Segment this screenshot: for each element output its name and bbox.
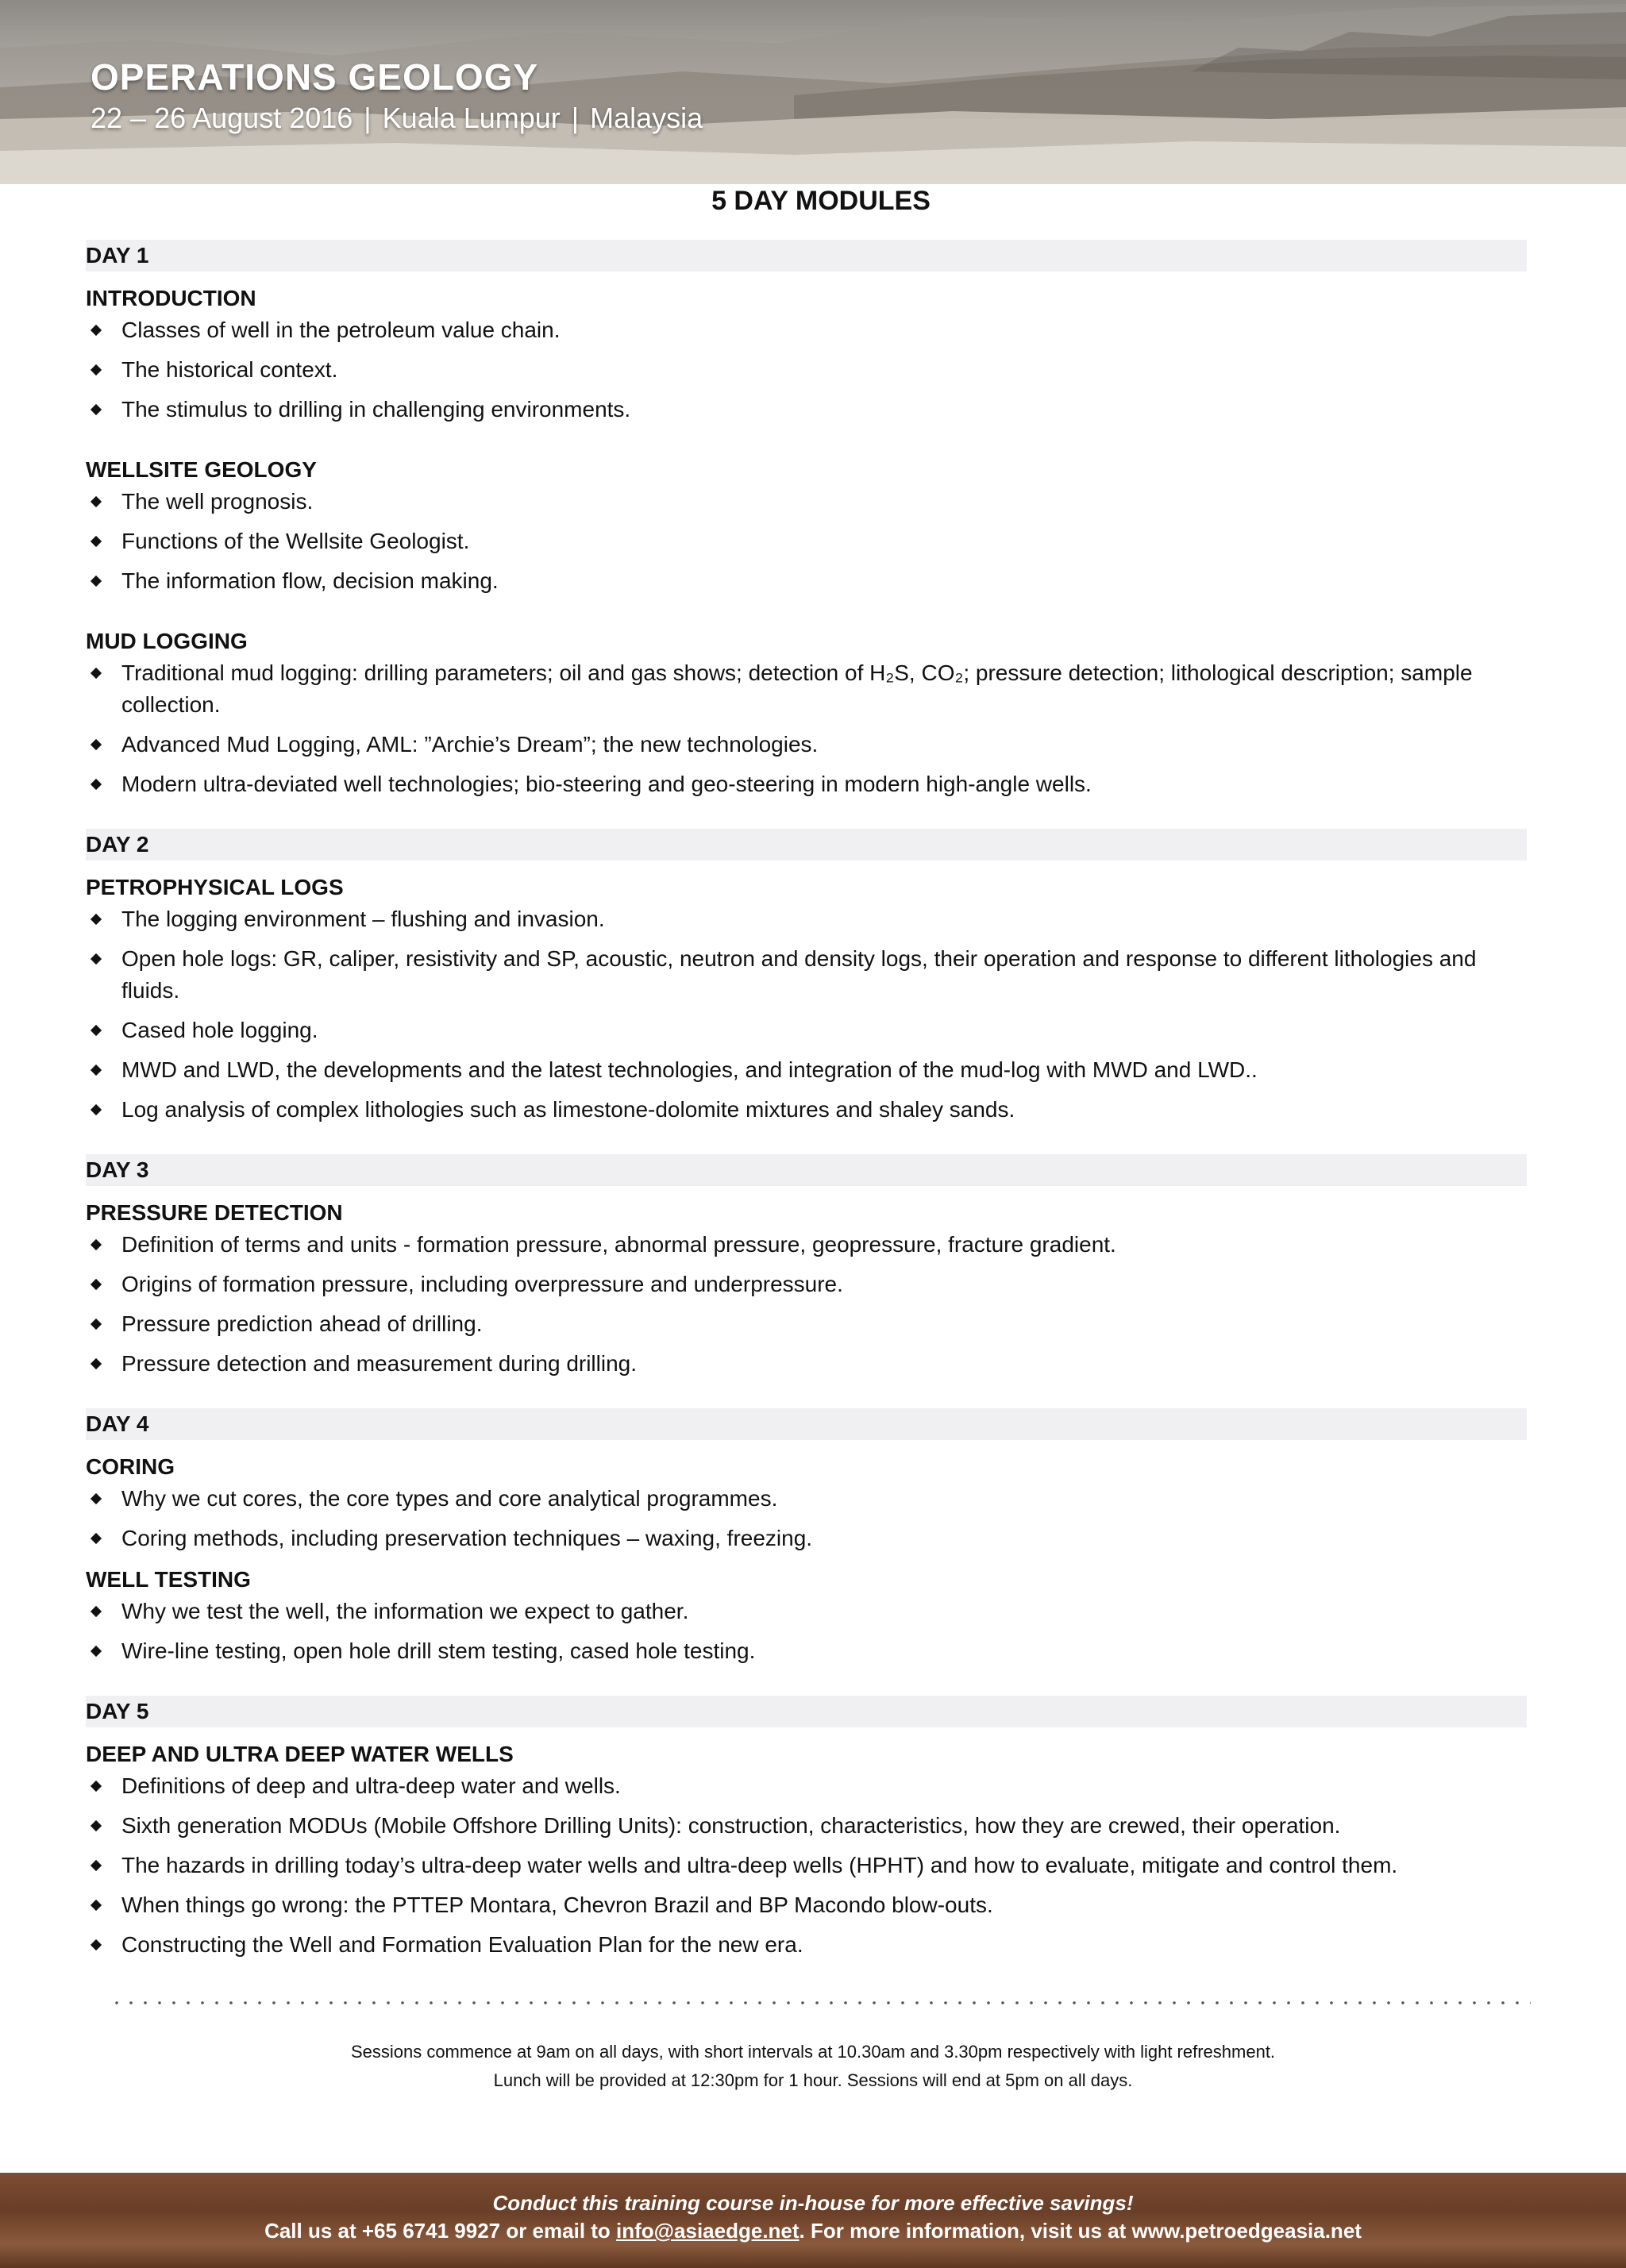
list-item-text: Why we test the well, the information we expect to gather.: [121, 1599, 689, 1623]
day-bar: DAY 5: [86, 1696, 1527, 1727]
list-item-text: Wire-line testing, open hole drill stem testing, cased hole testing.: [121, 1638, 756, 1663]
list-item: [86, 1483, 1527, 1515]
list-item: [86, 1269, 1527, 1300]
day-2: [86, 829, 1527, 1126]
list-item-text: The stimulus to drilling in challenging environments.: [121, 397, 631, 422]
list-item-text: Pressure detection and measurement during drilling.: [121, 1351, 638, 1376]
list-item-text: Sixth generation MODUs (Mobile Offshore Drilling Units): construction, characteristics, how they are crewed, their operation.: [121, 1813, 1341, 1838]
list-item: [86, 903, 1527, 935]
diamond-bullet-icon: [91, 404, 102, 415]
diamond-bullet-icon: [91, 779, 102, 790]
list-item: [86, 565, 1527, 597]
day-bar: DAY 2: [86, 829, 1527, 861]
section-title: WELL TESTING: [86, 1567, 251, 1592]
bullet-list: [86, 314, 1527, 425]
bullet-list: [86, 1483, 1527, 1554]
day-bar: DAY 4: [86, 1408, 1527, 1440]
list-item: [86, 1929, 1527, 1961]
list-item-text: Modern ultra-deviated well technologies; bio-steering and geo-steering in modern high-angle wells.: [121, 772, 1092, 796]
diamond-bullet-icon: [91, 576, 102, 587]
day-5: [86, 1696, 1527, 1961]
course-dates: 22 – 26 August 2016: [91, 102, 353, 134]
diamond-bullet-icon: [91, 1279, 102, 1290]
section-title: WELLSITE GEOLOGY: [86, 457, 317, 482]
section-pressure-detection: [86, 1197, 1527, 1380]
section-well-testing: [86, 1564, 1527, 1667]
separator: |: [571, 102, 580, 134]
day-bar: DAY 3: [86, 1154, 1527, 1186]
list-item-text: Log analysis of complex lithologies such as limestone-dolomite mixtures and shaley sands.: [121, 1097, 1015, 1122]
list-item: [86, 1348, 1527, 1380]
footer-phone-text: Call us at +65 6741 9927 or email to: [264, 2219, 617, 2243]
list-item-text: Open hole logs: GR, caliper, resistivity and SP, acoustic, neutron and density logs, their operation and response to different lithologies and fluids.: [121, 946, 1477, 1003]
bullet-list: [86, 1596, 1527, 1667]
course-title: OPERATIONS GEOLOGY: [91, 56, 539, 98]
list-item: [86, 1810, 1527, 1842]
list-item: [86, 1523, 1527, 1554]
bullet-list: [86, 657, 1527, 800]
diamond-bullet-icon: [91, 496, 102, 507]
list-item-text: Coring methods, including preservation techniques – waxing, freezing.: [121, 1526, 813, 1550]
section-title: CORING: [86, 1454, 175, 1479]
day-3: [86, 1154, 1527, 1380]
dotted-divider: [110, 2000, 1531, 2005]
page-heading: 5 DAY MODULES: [711, 186, 931, 216]
list-item-text: Advanced Mud Logging, AML: ”Archie’s Dream”; the new technologies.: [121, 732, 819, 757]
list-item-text: The well prognosis.: [121, 489, 314, 514]
diamond-bullet-icon: [91, 536, 102, 547]
section-introduction: [86, 283, 1527, 425]
course-date-location: [91, 102, 703, 135]
separator: |: [364, 102, 372, 134]
diamond-bullet-icon: [91, 1606, 102, 1617]
list-item: [86, 1635, 1527, 1667]
footer-tagline: Conduct this training course in-house for more effective savings!: [492, 2191, 1134, 2215]
diamond-bullet-icon: [91, 739, 102, 750]
list-item-text: Classes of well in the petroleum value chain.: [121, 318, 561, 342]
day-4: [86, 1408, 1527, 1667]
section-title: PRESSURE DETECTION: [86, 1200, 343, 1225]
session-note: Lunch will be provided at 12:30pm for 1 hour. Sessions will end at 5pm on all days.: [493, 2070, 1133, 2090]
modules-content: [86, 240, 1527, 1989]
diamond-bullet-icon: [91, 1900, 102, 1911]
diamond-bullet-icon: [91, 1239, 102, 1250]
list-item-text: Constructing the Well and Formation Evaluation Plan for the new era.: [121, 1932, 803, 1957]
diamond-bullet-icon: [91, 1860, 102, 1871]
section-title: MUD LOGGING: [86, 629, 248, 653]
diamond-bullet-icon: [91, 325, 102, 336]
list-item-text: Pressure prediction ahead of drilling.: [121, 1311, 483, 1336]
list-item-text: The historical context.: [121, 357, 338, 382]
list-item-text: The hazards in drilling today’s ultra-deep water wells and ultra-deep wells (HPHT) and how to evaluate, mitigate and control them.: [121, 1853, 1398, 1877]
bullet-list: [86, 1770, 1527, 1961]
list-item-text: Functions of the Wellsite Geologist.: [121, 529, 470, 553]
list-item: [86, 768, 1527, 800]
list-item: [86, 314, 1527, 346]
list-item-text: Cased hole logging.: [121, 1018, 318, 1042]
list-item: [86, 1015, 1527, 1046]
list-item: [86, 486, 1527, 518]
diamond-bullet-icon: [91, 364, 102, 375]
section-title: PETROPHYSICAL LOGS: [86, 875, 344, 899]
section-coring: [86, 1451, 1527, 1554]
list-item: [86, 1094, 1527, 1126]
diamond-bullet-icon: [91, 1939, 102, 1950]
list-item: [86, 657, 1527, 721]
list-item: [86, 1308, 1527, 1340]
list-item: [86, 354, 1527, 386]
bullet-list: [86, 1229, 1527, 1380]
list-item-text: Origins of formation pressure, including overpressure and underpressure.: [121, 1272, 843, 1296]
section-deep-water-wells: [86, 1739, 1527, 1961]
list-item-text: The logging environment – flushing and invasion.: [121, 907, 605, 931]
diamond-bullet-icon: [91, 1104, 102, 1115]
list-item: [86, 943, 1527, 1007]
diamond-bullet-icon: [91, 1533, 102, 1544]
section-mud-logging: [86, 626, 1527, 800]
list-item: [86, 1770, 1527, 1802]
diamond-bullet-icon: [91, 1065, 102, 1076]
bullet-list: [86, 486, 1527, 597]
email-link[interactable]: info@asiaedge.net: [616, 2219, 800, 2243]
day-bar: DAY 1: [86, 240, 1527, 271]
list-item-text: Why we cut cores, the core types and core analytical programmes.: [121, 1486, 778, 1511]
section-title: DEEP AND ULTRA DEEP WATER WELLS: [86, 1742, 514, 1766]
list-item-text: The information flow, decision making.: [121, 568, 499, 593]
list-item: [86, 1889, 1527, 1921]
list-item-text: Traditional mud logging: drilling parameters; oil and gas shows; detection of H₂S, CO₂; pressure detection; lithological description; sample collection.: [121, 660, 1473, 717]
footer-banner: [0, 2173, 1626, 2268]
diamond-bullet-icon: [91, 914, 102, 925]
list-item: [86, 1229, 1527, 1261]
list-item-text: Definition of terms and units - formation pressure, abnormal pressure, geopressure, fracture gradient.: [121, 1232, 1116, 1257]
list-item: [86, 1054, 1527, 1086]
list-item: [86, 526, 1527, 557]
diamond-bullet-icon: [91, 1820, 102, 1831]
list-item: [86, 1850, 1527, 1881]
diamond-bullet-icon: [91, 1493, 102, 1504]
session-notes: [0, 2040, 1626, 2097]
list-item-text: Definitions of deep and ultra-deep water and wells.: [121, 1773, 621, 1798]
list-item-text: MWD and LWD, the developments and the latest technologies, and integration of the mud-log with MWD and LWD..: [121, 1057, 1258, 1082]
course-country: Malaysia: [590, 102, 703, 134]
diamond-bullet-icon: [91, 1319, 102, 1330]
header-banner: [0, 0, 1626, 184]
list-item: [86, 1596, 1527, 1627]
section-title: INTRODUCTION: [86, 286, 256, 310]
section-wellsite-geology: [86, 454, 1527, 597]
bullet-list: [86, 903, 1527, 1126]
diamond-bullet-icon: [91, 1781, 102, 1792]
diamond-bullet-icon: [91, 1025, 102, 1036]
list-item-text: When things go wrong: the PTTEP Montara, Chevron Brazil and BP Macondo blow-outs.: [121, 1893, 993, 1917]
diamond-bullet-icon: [91, 668, 102, 679]
diamond-bullet-icon: [91, 1358, 102, 1369]
list-item: [86, 394, 1527, 425]
footer-contact: [0, 2217, 1626, 2244]
section-petrophysical-logs: [86, 872, 1527, 1126]
diamond-bullet-icon: [91, 953, 102, 965]
footer-website-text: . For more information, visit us at www.petroedgeasia.net: [799, 2219, 1362, 2243]
course-city: Kuala Lumpur: [382, 102, 561, 134]
list-item: [86, 729, 1527, 760]
diamond-bullet-icon: [91, 1646, 102, 1657]
day-1: [86, 240, 1527, 800]
session-note: Sessions commence at 9am on all days, with short intervals at 10.30am and 3.30pm respectively with light refreshment.: [350, 2042, 1276, 2062]
